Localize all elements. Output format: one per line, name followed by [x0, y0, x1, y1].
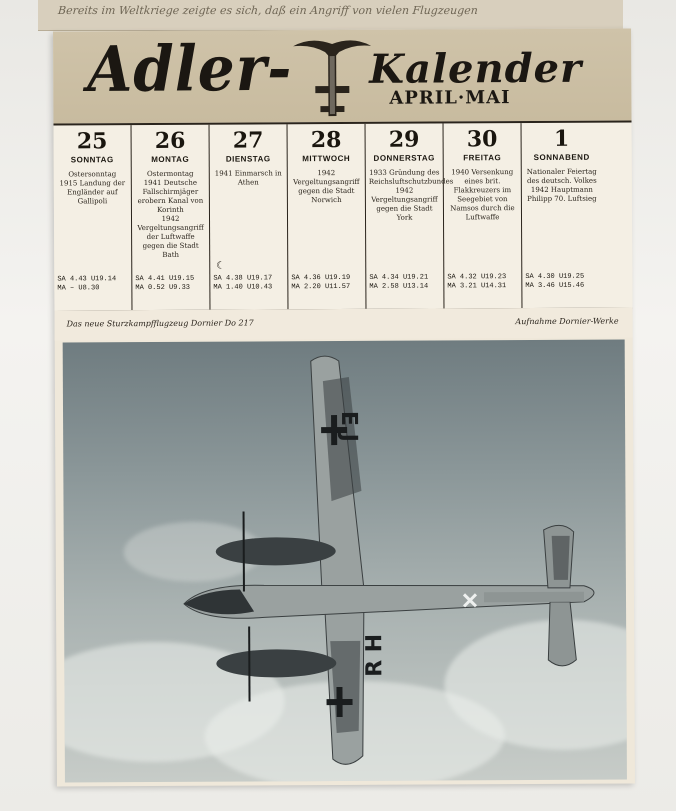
day-number: 30 [466, 126, 498, 153]
moon-label: MA [447, 282, 456, 291]
day-note: 1941 Einmarsch in Athen [214, 169, 282, 187]
eagle-emblem-icon [291, 32, 373, 120]
photo-caption: Das neue Sturzkampfflugzeug Dornier Do 217 [66, 318, 254, 329]
moonrise: 1.40 [225, 283, 243, 292]
day-number: 1 [553, 125, 570, 152]
moonrise: 3.46 [537, 281, 555, 290]
day-note: Ostermontag 1941 Deutsche Fallschirmjäger erobern Kanal von Korinth 1942 Vergeltungsangriff der Luftwaffe gegen die Stadt Bath [137, 169, 204, 259]
moonrise: – [69, 284, 75, 293]
day-cell [366, 123, 454, 308]
moonrise: 3.21 [459, 282, 477, 291]
sunrise: 4.43 [69, 275, 87, 284]
day-note: Ostersonntag 1915 Landung der Engländer auf Gallipoli [59, 170, 126, 206]
moonrise: 0.52 [147, 283, 165, 293]
sun-label: SA [57, 275, 66, 284]
sun-label: SA [213, 274, 222, 283]
moon-label: MA [57, 284, 66, 293]
sunrise: 4.32 [459, 273, 477, 282]
sunrise: 4.36 [303, 274, 321, 283]
sunrise: 4.38 [225, 274, 243, 283]
moonset: 15.46 [563, 281, 585, 290]
sun-moon-times: SA 4.38 U19.17 MA 1.40 U10.43 [213, 274, 273, 292]
moon-label: MA [369, 282, 378, 291]
previous-page-strip[interactable] [38, 0, 623, 31]
moon-label: MA [213, 283, 222, 292]
sunrise: 4.41 [147, 274, 165, 284]
moonset: 13.14 [407, 282, 429, 291]
sunset: 19.25 [563, 272, 585, 281]
calendar-page [53, 28, 635, 786]
sun-moon-times: SA 4.41 U19.15 MA 0.52 U9.33 [135, 274, 195, 293]
sunset: 19.17 [251, 274, 273, 283]
day-cell [54, 125, 133, 310]
moonset: 9.33 [173, 283, 191, 292]
weekday-name: SONNABEND [533, 152, 590, 163]
sun-label: SA [135, 275, 144, 284]
day-note: Nationaler Feiertag des deutsch. Volkes 1942 Hauptmann Philipp 70. Luftsieg [526, 167, 597, 204]
aircraft-photo [63, 340, 627, 783]
moon-label: MA [525, 282, 534, 291]
week-grid [54, 120, 633, 312]
day-cell [288, 124, 367, 309]
sunset: 19.14 [95, 275, 117, 284]
sun-moon-times: SA 4.36 U19.19 MA 2.20 U11.57 [291, 273, 351, 292]
sunrise: 4.30 [537, 272, 555, 281]
title-kalender: Kalender [369, 44, 583, 93]
aircraft-drawing [63, 340, 627, 783]
month-label: APRIL·MAI [389, 87, 511, 109]
photo-caption-row [54, 307, 632, 340]
day-cell [132, 125, 211, 310]
day-note: 1942 Vergeltungsangriff gegen die Stadt Norwich [293, 169, 360, 205]
day-number: 26 [154, 127, 186, 154]
moonset: 11.57 [329, 282, 351, 292]
moonset: 14.31 [485, 282, 507, 291]
calendar-header [53, 28, 631, 123]
moonrise: 2.20 [303, 283, 321, 292]
weekday-name: MONTAG [151, 154, 190, 165]
sunset: 19.23 [485, 273, 507, 282]
weekday-name: MITTWOCH [302, 153, 351, 164]
moonset: 8.30 [82, 284, 100, 293]
sun-moon-times: SA 4.34 U19.21 MA 2.58 U13.14 [369, 273, 429, 291]
wing-code-top: E J [336, 410, 362, 442]
day-note: 1940 Versenkung eines brit. Flakkreuzers im Seegebiet von Namsos durch die Luftwaffe [450, 168, 515, 222]
day-number: 27 [232, 127, 264, 154]
sun-label: SA [447, 273, 456, 282]
day-note: 1933 Gründung des Reichsluftschutzbundes 1942 Vergeltungsangriff gegen die Stadt York [368, 168, 454, 222]
sun-label: SA [291, 274, 300, 283]
moonrise: 2.58 [381, 282, 399, 291]
moon-label: MA [291, 283, 300, 292]
day-number: 28 [310, 127, 342, 154]
day-number: 25 [76, 128, 108, 155]
sun-moon-times: SA 4.43 U19.14 MA – U8.30 [57, 275, 117, 293]
photo-credit: Aufnahme Dornier-Werke [515, 316, 619, 327]
weekday-name: DONNERSTAG [373, 153, 435, 163]
day-cell [444, 123, 523, 308]
sunset: 19.21 [407, 273, 429, 282]
weekday-name: SONNTAG [70, 155, 114, 165]
sun-moon-times: SA 4.32 U19.23 MA 3.21 U14.31 [447, 273, 507, 291]
sunrise: 4.34 [381, 273, 399, 282]
weekday-name: FREITAG [463, 153, 502, 163]
sun-moon-times: SA 4.30 U19.25 MA 3.46 U15.46 [525, 272, 585, 291]
sunset: 19.19 [329, 273, 351, 283]
wing-code-bottom: R H [362, 633, 388, 677]
sunset: 19.15 [173, 274, 195, 283]
sun-label: SA [369, 273, 378, 282]
day-number: 29 [388, 126, 420, 153]
moon-label: MA [135, 284, 144, 293]
day-cell [210, 124, 289, 309]
moonset: 10.43 [251, 283, 273, 292]
weekday-name: DIENSTAG [225, 154, 271, 164]
title-adler: Adler- [87, 31, 293, 107]
sun-label: SA [525, 273, 534, 282]
moon-phase-icon: ☾ [216, 260, 226, 272]
day-cell [522, 123, 603, 308]
previous-page-text: Bereits im Weltkriege zeigte es sich, daß ein Angriff von vielen Flugzeugen [57, 4, 479, 17]
u-label: U [90, 275, 96, 284]
